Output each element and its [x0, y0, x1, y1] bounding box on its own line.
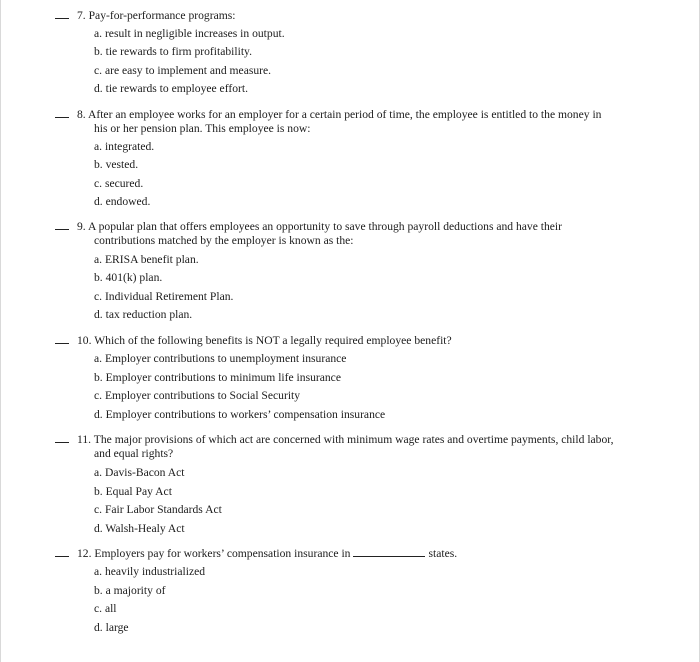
choice-b: b. Employer contributions to minimum life insurance: [94, 371, 341, 384]
question-text-continued: contributions matched by the employer is known as the:: [94, 234, 354, 247]
question-text-continued: and equal rights?: [94, 447, 174, 460]
question-text: The major provisions of which act are concerned with minimum wage rates and overtime payments, child labor,: [93, 433, 614, 446]
question-text: Which of the following benefits is NOT a legally required employee benefit?: [94, 334, 452, 347]
answer-blank[interactable]: [55, 18, 69, 19]
choice-a: a. ERISA benefit plan.: [94, 253, 199, 266]
choice-a: a. Davis-Bacon Act: [94, 466, 185, 479]
choice-d: d. Walsh-Healy Act: [94, 522, 185, 535]
choice-c: c. Individual Retirement Plan.: [94, 290, 234, 303]
choice-c: c. Fair Labor Standards Act: [94, 503, 222, 516]
choice-a: a. Employer contributions to unemployment insurance: [94, 352, 347, 365]
question-number: 8.: [77, 108, 86, 121]
choice-b: b. a majority of: [94, 584, 166, 597]
choice-d: d. large: [94, 621, 129, 634]
choice-d: d. endowed.: [94, 195, 151, 208]
choice-b: b. vested.: [94, 158, 139, 171]
choice-b: b. tie rewards to firm profitability.: [94, 45, 252, 58]
question-stem: [77, 334, 452, 348]
question-stem: [77, 220, 562, 248]
choice-b: b. 401(k) plan.: [94, 271, 163, 284]
question-text-end: states.: [428, 547, 458, 560]
fill-in-blank[interactable]: [353, 556, 425, 557]
question-number: 10.: [77, 334, 92, 347]
question-text: Employers pay for workers’ compensation insurance in: [94, 547, 351, 560]
question-stem: [77, 9, 236, 23]
choice-a: a. heavily industrialized: [94, 565, 206, 578]
choice-c: c. Employer contributions to Social Security: [94, 389, 301, 402]
question-number: 7.: [77, 9, 86, 22]
answer-blank[interactable]: [55, 343, 69, 344]
choice-d: d. tie rewards to employee effort.: [94, 82, 248, 95]
choice-c: c. secured.: [94, 177, 144, 190]
question-text: A popular plan that offers employees an opportunity to save through payroll deductions and have their: [87, 220, 563, 233]
choice-a: a. integrated.: [94, 140, 155, 153]
choice-a: a. result in negligible increases in output.: [94, 27, 285, 40]
question-stem: [77, 108, 601, 136]
answer-blank[interactable]: [55, 442, 69, 443]
question-number: 11.: [77, 433, 92, 446]
answer-blank[interactable]: [55, 117, 69, 118]
choice-d: d. Employer contributions to workers’ compensation insurance: [94, 408, 386, 421]
question-number: 12.: [77, 547, 92, 560]
question-number: 9.: [77, 220, 86, 233]
question-stem: [77, 547, 457, 561]
question-text: After an employee works for an employer for a certain period of time, the employee is entitled to the money in: [87, 108, 602, 121]
answer-blank[interactable]: [55, 229, 69, 230]
question-text: Pay-for-performance programs:: [88, 9, 236, 22]
choice-b: b. Equal Pay Act: [94, 485, 172, 498]
choice-d: d. tax reduction plan.: [94, 308, 193, 321]
choice-c: c. are easy to implement and measure.: [94, 64, 272, 77]
question-text-continued: his or her pension plan. This employee is now:: [94, 122, 311, 135]
question-stem: [77, 433, 614, 461]
choice-c: c. all: [94, 602, 117, 615]
answer-blank[interactable]: [55, 556, 69, 557]
